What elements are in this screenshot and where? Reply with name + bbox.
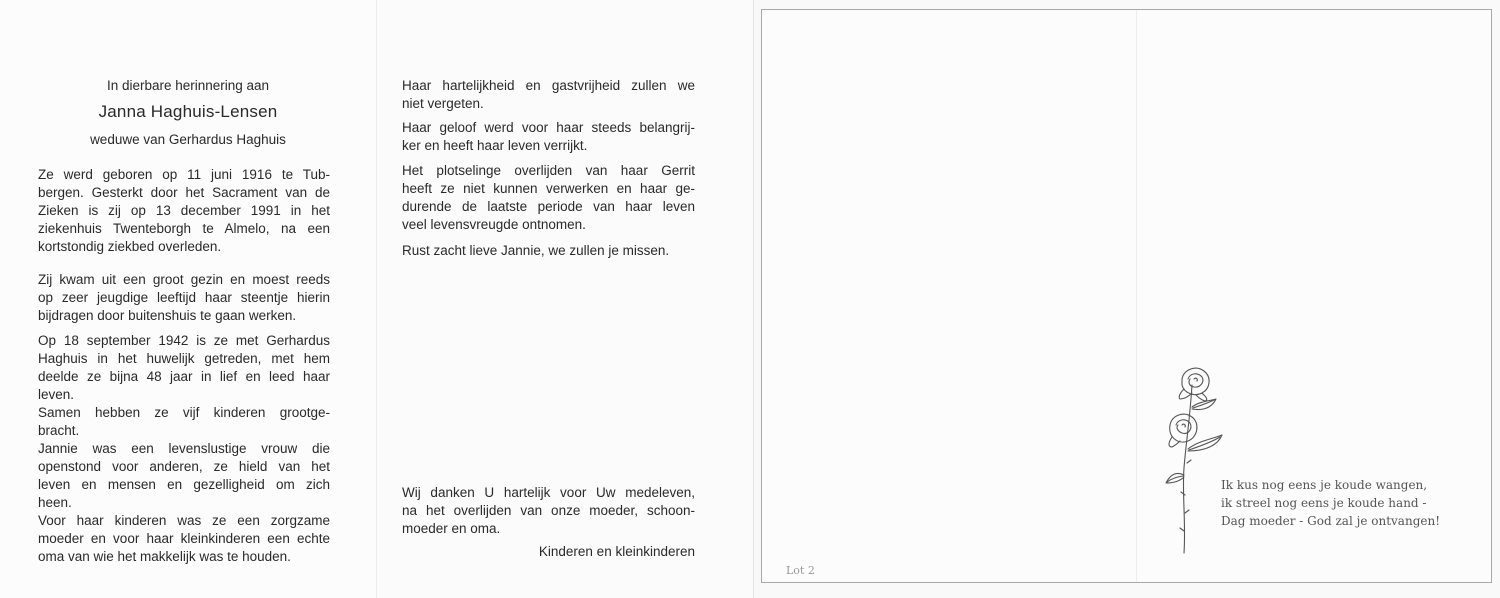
signature: Kinderen en kleinkinderen — [538, 544, 695, 559]
faith-paragraph: Haar geloof werd voor haar steeds belangrij- ker en heeft haar leven verrijkt. — [402, 120, 695, 153]
poem — [1221, 476, 1440, 530]
poem-line: Ik kus nog eens je koude wangen, — [1221, 478, 1428, 492]
poem-line: Dag moeder - God zal je ontvangen! — [1221, 514, 1441, 528]
intro-line: In dierbare herinnering aan — [106, 78, 270, 93]
deceased-name: Janna Haghuis-Lensen — [98, 102, 278, 121]
poem-line: ik streel nog eens je koude hand - — [1221, 496, 1427, 510]
family-paragraph: Zij kwam uit een groot gezin en moest reeds op zeer jeugdige leeftijd haar steentje hierin bijdragen door buitenshuis te gaan werken. — [38, 272, 330, 323]
thanks-paragraph: Wij danken U hartelijk voor Uw medeleven, na het overlijden van onze moeder, schoon- moeder en oma. — [402, 485, 695, 536]
loss-paragraph: Het plotselinge overlijden van haar Gerrit heeft ze niet kunnen verwerken en haar ge- durende de laatste periode van haar leven veel levensvreugde ontnomen. — [402, 163, 695, 232]
marriage-paragraph: Op 18 september 1942 is ze met Gerhardus Haghuis in het huwelijk getreden, met hem deelde ze bijna 48 jaar in lief en leed haar leven. Samen hebben ze vijf kinderen grootge- bracht. Jannie was een levenslustige vrouw die openstond voor anderen, ze hield van het leven en mensen en gezelligheid om zich heen. Voor haar kinderen was ze een zorgzame moeder en voor haar kleinkinderen een echte oma van wie het makkelijk was te houden. — [38, 333, 330, 564]
widow-line: weduwe van Gerhardus Haghuis — [90, 132, 286, 147]
hospitality-paragraph: Haar hartelijkheid en gastvrijheid zullen we niet vergeten. — [402, 78, 695, 111]
left-page — [0, 0, 376, 598]
birth-paragraph: Ze werd geboren op 11 juni 1916 te Tub- bergen. Gesterkt door het Sacrament van de Zieken is zij op 13 december 1991 in het ziekenhuis Twenteborgh te Almelo, na een kortstondig ziekbed overleden. — [38, 167, 330, 254]
rest-paragraph: Rust zacht lieve Jannie, we zullen je missen. — [402, 243, 670, 258]
middle-page — [376, 0, 754, 598]
fold-line — [1136, 10, 1137, 582]
lot-label: Lot 2 — [786, 564, 815, 577]
right-page — [753, 0, 1500, 598]
card-frame — [761, 9, 1492, 583]
